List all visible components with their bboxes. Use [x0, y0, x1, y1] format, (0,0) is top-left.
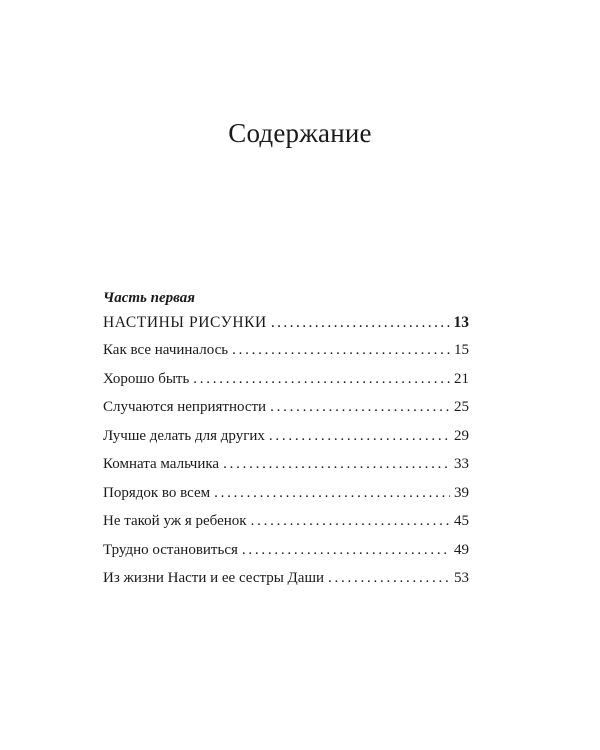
dot-leader [193, 371, 450, 388]
dot-leader [328, 570, 450, 587]
page-title: Содержание [228, 118, 372, 149]
toc-entry-title: Случаются неприятности [103, 399, 267, 415]
dot-leader [214, 485, 450, 502]
toc-page-number: 45 [454, 513, 469, 529]
toc-entry-title: Из жизни Насти и ее сестры Даши [103, 570, 325, 586]
part-label: Часть первая [103, 290, 195, 306]
toc-part-title: НАСТИНЫ РИСУНКИ [103, 314, 267, 331]
dot-leader [269, 428, 450, 445]
toc-entry [103, 542, 469, 571]
toc-entry-title: Трудно остановиться [103, 541, 238, 558]
toc-page-number: 53 [454, 570, 469, 586]
toc-entry [103, 399, 469, 428]
toc-entry-title: Лучше делать для других [103, 427, 265, 444]
toc-page-number: 33 [454, 456, 469, 472]
toc-part-heading [103, 314, 469, 342]
toc-page-number: 13 [453, 314, 469, 331]
toc-page-number: 39 [454, 484, 469, 501]
dot-leader [242, 542, 450, 559]
toc-entry [103, 371, 469, 400]
toc-page-number: 29 [454, 427, 469, 444]
dot-leader [223, 456, 450, 473]
dot-leader [251, 513, 450, 530]
toc-page-number: 15 [454, 342, 469, 358]
toc-entry [103, 485, 469, 514]
toc-entry [103, 513, 469, 542]
table-of-contents [103, 288, 469, 599]
toc-entry-title: Хорошо быть [103, 370, 190, 387]
toc-entry-title: Как все начиналось [103, 342, 229, 358]
toc-page-number: 25 [454, 399, 469, 415]
toc-entry [103, 428, 469, 457]
dot-leader [271, 314, 450, 332]
toc-page-number: 49 [454, 541, 469, 558]
toc-entry-title: Комната мальчика [103, 456, 220, 472]
toc-entry [103, 570, 469, 599]
dot-leader [270, 399, 450, 416]
dot-leader [232, 342, 450, 359]
toc-entry [103, 456, 469, 485]
toc-page-number: 21 [454, 370, 469, 387]
toc-entry-title: Не такой уж я ребенок [103, 513, 247, 529]
toc-entry [103, 342, 469, 371]
toc-entry-title: Порядок во всем [103, 484, 211, 501]
